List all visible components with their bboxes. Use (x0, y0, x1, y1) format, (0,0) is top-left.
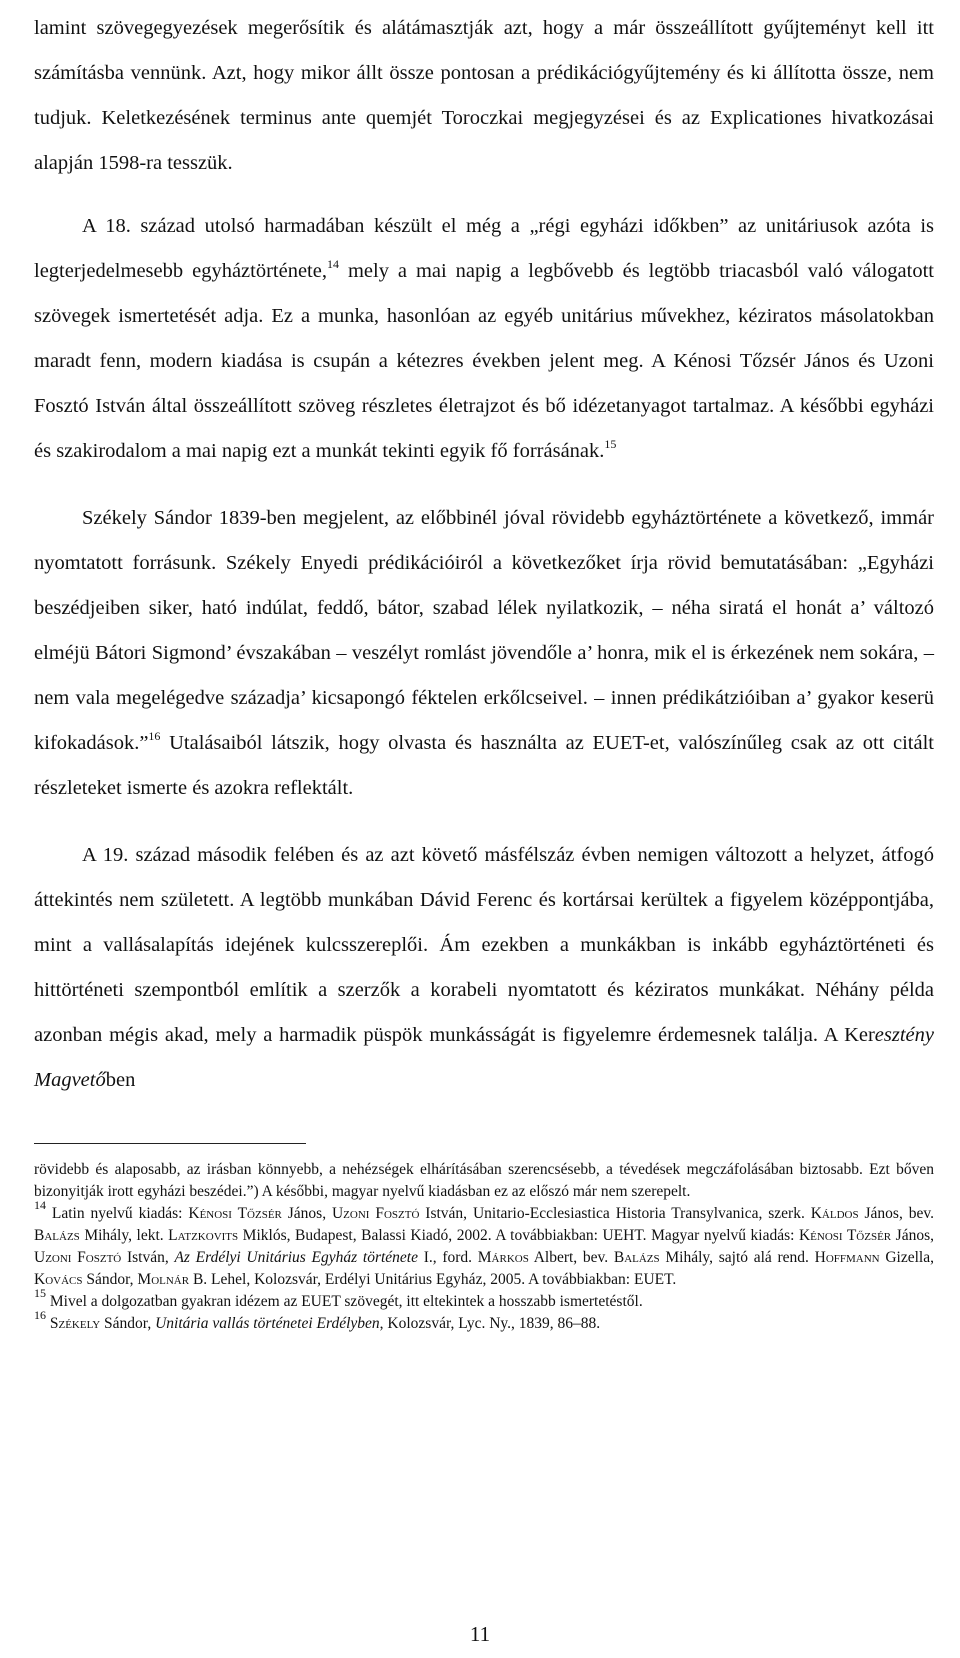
main-text (34, 6, 934, 1103)
paragraph-1: lamint szövegegyezések megerősítik és alátámasztják azt, hogy a már összeállított gyűjteményt kell itt számításba vennünk. Azt, hogy mikor állt össze pontosan a prédikációgyűjtemény és ki állította össze, nem tudjuk. Keletkezésének terminus ante quemjét Toroczkai megjegyzései és az Explicationes hivatkozásai alapján 1598-ra tesszük. (34, 17, 934, 174)
footnotes (34, 1159, 934, 1335)
paragraph-2: A 18. század utolsó harmadában készült el még a „régi egyházi időkben” az unitáriusok azóta is legterjedelmesebb egyháztörténete,$^{14}$ mely a mai napig a legbővebb és legtöbb triacasból való válogatott szövegek ismertetését adja. Ez a munka, hasonlóan az egyéb unitárius művekhez, kéziratos másolatokban maradt fenn, modern kiadása is csupán a kétezres években jelent meg. A Kénosi Tőzsér János és Uzoni Fosztó István által összeállított szöveg részletes életrajzot és bő idézetanyagot tartalmaz. A későbbi egyházi és szakirodalom a mai napig ezt a munkát tekinti egyik fő forrásának.$^{15}$ (34, 215, 934, 462)
journal-title: esztény Magvető (34, 1024, 934, 1091)
footnote-continuation: rövidebb és alaposabb, az irásban könnyebb, a nehézségek elhárításában szerencsésebb, a tévedések megczáfolásában biztosabb. Ezt bőven bizonyitják irott egyházi beszédei.”) A későbbi, magyar nyelvű kiadásban ez az előszó már nem szerepelt. (34, 1161, 934, 1200)
footnote-14: $^{14}$ Latin nyelvű kiadás: Kénosi Tőzsér János, Uzoni Fosztó István, Unitario-Ecclesiastica Historia Transylvanica, szerk. Káldos János, bev. Balázs Mihály, lekt. Latzkovits Miklós, Budapest, Balassi Kiadó, 2002. A továbbiakban: UEHT. Magyar nyelvű kiadás: Kénosi Tőzsér János, Uzoni Fosztó István, Az Erdélyi Unitárius Egyház története I., ford. Márkos Albert, bev. Balázs Mihály, sajtó alá rend. Hoffmann Gizella, Kovács Sándor, Molnár B. Lehel, Kolozsvár, Erdélyi Unitárius Egyház, 2005. A továbbiakban: EUET. (34, 1198, 934, 1288)
paragraph-4: A 19. század második felében és az azt követő másfélszáz évben nemigen változott a helyzet, átfogó áttekintés nem született. A legtöbb munkában Dávid Ferenc és kortársai kerültek a figyelem középpontjába, mint a vallásalapítás idejének kulcsszereplői. Ám ezekben a munkákban is inkább egyháztörténeti és hittörténeti szempontból említik a szerzők a korabeli nyomtatott és kéziratos munkákat. Néhány példa azonban mégis akad, mely a harmadik püspök munkásságát is figyelemre érdemesnek találja. A Keresztény Magvetőben (34, 844, 934, 1091)
page-number: 11 (469, 1622, 491, 1646)
paragraph-3: Székely Sándor 1839-ben megjelent, az előbbinél jóval rövidebb egyháztörténete a következő, immár nyomtatott forrásunk. Székely Enyedi prédikációiról a következőket írja rövid bemutatásában: „Egyházi beszédjeiben siker, ható indúlat, feddő, bátor, szabad lélek nyilatkozik, – néha siratá el honát a’ változó elméjü Bátori Sigmond’ évszakában – veszélyt romlást jövendőle a’ honra, mik el is érkezének nem sokára, – nem vala megelégedve századja’ kicsapongó féktelen erkőlcseivel. – innen prédikátzióiban a’ gyakor keserü kifokadások.”$^{16}$ Utalásaiból látszik, hogy olvasta és használta az EUET-et, valószínűleg csak az ott citált részleteket ismerte és azokra reflektált. (34, 507, 934, 799)
footnote-16: $^{16}$ Székely Sándor, Unitária vallás történetei Erdélyben, Kolozsvár, Lyc. Ny., 1839, 86–88. (34, 1308, 601, 1332)
footnote-separator (34, 1143, 306, 1144)
footnote-ref-15[interactable]: 15 (604, 437, 617, 451)
footnote-ref-16[interactable]: 16 (148, 729, 161, 743)
footnote-ref-14[interactable]: 14 (326, 257, 339, 271)
footnote-15: $^{15}$ Mivel a dolgozatban gyakran idézem az EUET szövegét, itt eltekintek a hosszabb ismertetéstől. (34, 1286, 643, 1310)
